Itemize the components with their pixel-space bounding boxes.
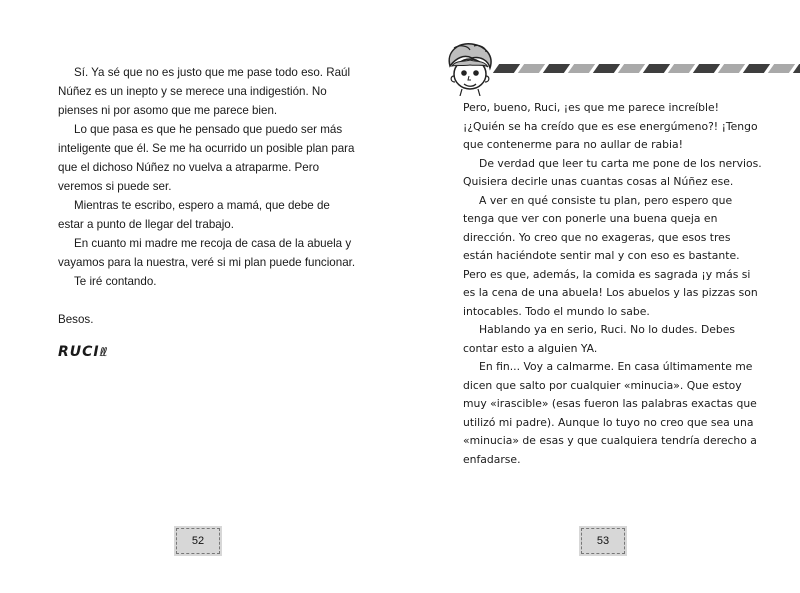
- left-page-body: [58, 63, 358, 329]
- paragraph: Lo que pasa es que he pensado que puedo ser más inteligente que él. Se me ha ocurrido un posible plan para que el dichoso Núñez no vuelva a atraparme. Pero veremos si puede ser.: [58, 123, 355, 193]
- paragraph: De verdad que leer tu carta me pone de los nervios. Quisiera decirle unas cuantas cosas al Núñez ese.: [463, 156, 762, 188]
- closing-line: Besos.: [58, 313, 94, 326]
- paragraph: Sí. Ya sé que no es justo que me pase todo eso. Raúl Núñez es un inepto y se merece una indigestión. No pienses ni por asomo que me parece bien.: [58, 66, 351, 117]
- paragraph: Mientras te escribo, espero a mamá, que debe de estar a punto de llegar del trabajo.: [58, 199, 330, 231]
- paragraph: Pero, bueno, Ruci, ¡es que me parece increíble! ¡¿Quién se ha creído que es ese energúmeno?! ¡Tengo que contenerme para no aullar de rabia!: [463, 101, 758, 151]
- page-number: 53: [596, 535, 610, 547]
- paragraph: A ver en qué consiste tu plan, pero espero que tenga que ver con ponerle una buena queja en dirección. Yo creo que no exageras, que esos tres están haciéndote sentir mal y con eso es bastante. Pero es que, además, la comida es sagrada ¡y más si es la cena de una abuela! Los abuelos y las pizzas son intocables. Todo el mundo lo sabe.: [463, 193, 758, 318]
- paragraph: En cuanto mi madre me recoja de casa de la abuela y vayamos para la nuestra, veré si mi plan puede funcionar.: [58, 237, 356, 269]
- character-portrait-icon: [440, 40, 498, 96]
- paragraph: Hablando ya en serio, Ruci. No lo dudes. Debes contar esto a alguien YA.: [463, 323, 736, 355]
- signature-text: RUCI: [58, 344, 100, 360]
- page-number-stamp: [176, 528, 220, 554]
- right-page: [400, 0, 800, 593]
- signature-flourish-icon: ℓℓ: [99, 345, 106, 359]
- signature: [58, 344, 106, 360]
- page-number-stamp: [581, 528, 625, 554]
- right-page-body: [463, 99, 763, 469]
- airmail-border: [496, 64, 800, 73]
- paragraph: Te iré contando.: [74, 275, 157, 288]
- page-number: 52: [191, 535, 205, 547]
- paragraph: En fin... Voy a calmarme. En casa últimamente me dicen que salto por cualquier «minucia». Que estoy muy «irascible» (esas fueron las palabras exactas que utilizó mi padre). Aunque lo tuyo no creo que sea una «minucia» de esas y que cualquiera tendría derecho a enfadarse.: [463, 360, 757, 466]
